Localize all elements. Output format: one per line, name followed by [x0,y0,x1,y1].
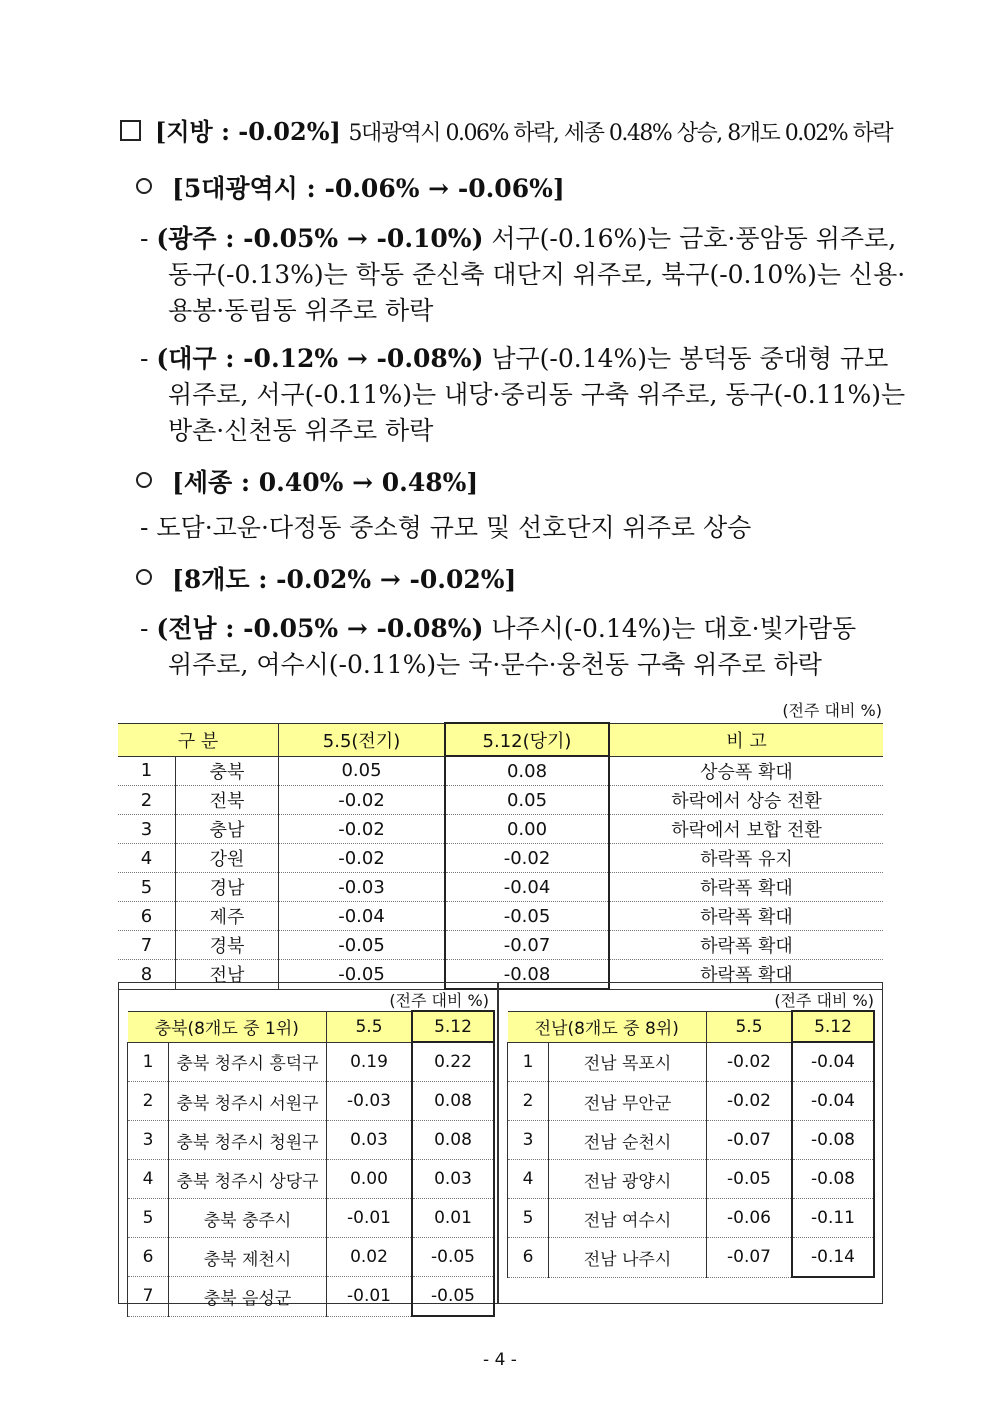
main-table-cell: -0.04 [445,873,609,902]
page-number: - 4 - [483,1350,517,1370]
chungbuk-table-cell: 5 [128,1199,169,1238]
jeonnam-table-row [508,1160,875,1199]
chungbuk-table-cell: 충북 충주시 [169,1199,327,1238]
main-table-row [118,873,883,902]
main-table-cell: -0.08 [445,960,609,990]
metro-title-text: [5대광역시 : -0.06% → -0.06%] [172,174,565,203]
checkbox-square-icon [120,120,141,141]
chungbuk-table-cell: 0.19 [327,1042,413,1082]
jeonnam-table-cell: -0.11 [792,1199,874,1238]
main-table-cell: 5 [118,873,176,902]
main-table-cell: 0.08 [445,756,609,786]
main-table-cell: -0.03 [279,873,446,902]
main-table-cell: -0.07 [445,931,609,960]
chungbuk-table-cell: 충북 음성군 [169,1277,327,1317]
main-table-row [118,931,883,960]
jeonnam-table-row [508,1199,875,1238]
main-table-cell: -0.02 [279,786,446,815]
chungbuk-table [127,1010,495,1317]
main-table-row [118,756,883,786]
jeonnam-table-cell: -0.14 [792,1238,874,1278]
jeonnam-table-row [508,1082,875,1121]
gwangju-line-3: 용봉·동림동 위주로 하락 [168,296,434,325]
col-header-prev: 5.5(전기) [279,723,446,756]
chungbuk-table-cell: 충북 청주시 서원구 [169,1082,327,1121]
main-table-cell: 3 [118,815,176,844]
main-table-cell: 7 [118,931,176,960]
chungbuk-table-cell: 1 [128,1042,169,1082]
chungbuk-panel [118,982,498,1309]
main-table-cell: 하락폭 확대 [609,873,883,902]
chungbuk-table-cell: 2 [128,1082,169,1121]
daegu-label: (대구 : -0.12% → -0.08%) [156,344,484,373]
main-table-cell: 상승폭 확대 [609,756,883,786]
chungbuk-table-cell: 4 [128,1160,169,1199]
main-table-cell: 0.05 [445,786,609,815]
jeonnam-table [507,1010,875,1278]
main-table-cell: -0.02 [279,844,446,873]
chungbuk-table-cell: 0.03 [327,1121,413,1160]
jeonnam-table-cell: -0.02 [707,1042,793,1082]
section-heading [120,114,892,152]
chungbuk-table-row [128,1121,495,1160]
main-table-cell: 강원 [176,844,279,873]
main-table-cell: 경남 [176,873,279,902]
jeonnam-table-cell: -0.08 [792,1160,874,1199]
main-table-cell: 전남 [176,960,279,990]
chungbuk-table-cell: 0.02 [327,1238,413,1277]
provinces-title [136,562,516,598]
circle-bullet-icon [136,472,152,488]
main-table-cell: 0.00 [445,815,609,844]
daegu-line-3: 방촌·신천동 위주로 하락 [168,416,434,445]
jeonnam-table-cell: 1 [508,1042,549,1082]
chungbuk-table-cell: 0.03 [412,1160,494,1199]
jeonnam-line-2: 위주로, 여수시(-0.11%)는 국·문수·웅천동 구축 위주로 하락 [168,650,822,679]
daegu-text-1: 남구(-0.14%)는 봉덕동 중대형 규모 [491,344,889,373]
jeonnam-table-row [508,1042,875,1082]
chungbuk-table-cell: 0.00 [327,1160,413,1199]
chungbuk-table-cell: 0.08 [412,1082,494,1121]
heading-label: [지방 : -0.02%] [155,117,341,146]
main-table-row [118,844,883,873]
sejong-title-text: [세종 : 0.40% → 0.48%] [172,468,479,497]
chungbuk-table-row [128,1238,495,1277]
jeonnam-table-cell: 4 [508,1160,549,1199]
chungbuk-table-row [128,1042,495,1082]
main-table-cell: -0.02 [445,844,609,873]
chungbuk-table-cell: 충북 청주시 흥덕구 [169,1042,327,1082]
main-table-cell: 하락폭 확대 [609,960,883,990]
jeonnam-table-cell: 전남 순천시 [549,1121,707,1160]
sejong-line-1: - 도담·고운·다정동 중소형 규모 및 선호단지 위주로 상승 [140,513,752,542]
jeonnam-table-cell: -0.07 [707,1238,793,1278]
jeonnam-label: (전남 : -0.05% → -0.08%) [156,614,484,643]
circle-bullet-icon [136,569,152,585]
left-header-curr: 5.12 [412,1011,494,1042]
metro-title [136,171,565,207]
jeonnam-table-cell: -0.06 [707,1199,793,1238]
jeonnam-table-cell: 2 [508,1082,549,1121]
daegu-line-1: - (대구 : -0.12% → -0.08%) 남구(-0.14%)는 봉덕동 중대형 규모 [140,344,889,373]
chungbuk-table-cell: -0.03 [327,1082,413,1121]
chungbuk-table-cell: 0.22 [412,1042,494,1082]
main-table-cell: 6 [118,902,176,931]
main-table-row [118,815,883,844]
col-header-category: 구 분 [118,723,279,756]
main-table-row [118,902,883,931]
jeonnam-table-cell: -0.05 [707,1160,793,1199]
heading-summary: 5대광역시 0.06% 하락, 세종 0.48% 상승, 8개도 0.02% 하락 [348,121,893,146]
jeonnam-table-cell: 3 [508,1121,549,1160]
main-table-cell: 1 [118,756,176,786]
main-table-unit: (전주 대비 %) [782,701,882,720]
left-table-unit: (전주 대비 %) [389,991,489,1010]
chungbuk-table-cell: 0.08 [412,1121,494,1160]
jeonnam-text-1: 나주시(-0.14%)는 대호·빛가람동 [491,614,857,643]
chungbuk-table-cell: 충북 청주시 상당구 [169,1160,327,1199]
chungbuk-table-row [128,1082,495,1121]
main-table-cell: -0.05 [279,960,446,990]
jeonnam-table-cell: 전남 무안군 [549,1082,707,1121]
jeonnam-table-cell: 5 [508,1199,549,1238]
left-header-region: 충북(8개도 중 1위) [128,1011,327,1042]
main-table-cell: 2 [118,786,176,815]
main-table-cell: 하락에서 상승 전환 [609,786,883,815]
jeonnam-table-cell: 전남 나주시 [549,1238,707,1278]
chungbuk-table-cell: -0.01 [327,1277,413,1317]
main-table-cell: 0.05 [279,756,446,786]
left-header-prev: 5.5 [327,1011,413,1042]
main-table-cell: 충북 [176,756,279,786]
jeonnam-table-row [508,1121,875,1160]
main-table-cell: 하락폭 유지 [609,844,883,873]
chungbuk-table-cell: 충북 제천시 [169,1238,327,1277]
sejong-text: 도담·고운·다정동 중소형 규모 및 선호단지 위주로 상승 [156,513,752,542]
main-table-cell: -0.05 [445,902,609,931]
jeonnam-table-cell: 전남 광양시 [549,1160,707,1199]
province-ranking-table [118,722,883,990]
jeonnam-table-cell: -0.04 [792,1042,874,1082]
daegu-line-2: 위주로, 서구(-0.11%)는 내당·중리동 구축 위주로, 동구(-0.11%)는 [168,380,906,409]
jeonnam-table-cell: 전남 여수시 [549,1199,707,1238]
col-header-note: 비 고 [609,723,883,756]
chungbuk-table-cell: 6 [128,1238,169,1277]
jeonnam-table-cell: -0.08 [792,1121,874,1160]
main-table-cell: 전북 [176,786,279,815]
sejong-title [136,465,478,501]
right-header-region: 전남(8개도 중 8위) [508,1011,707,1042]
chungbuk-table-cell: 7 [128,1277,169,1317]
chungbuk-table-cell: -0.01 [327,1199,413,1238]
circle-bullet-icon [136,178,152,194]
right-header-prev: 5.5 [707,1011,793,1042]
main-table-cell: 하락에서 보합 전환 [609,815,883,844]
main-table-row [118,786,883,815]
gwangju-line-2: 동구(-0.13%)는 학동 준신축 대단지 위주로, 북구(-0.10%)는 신용· [168,260,906,289]
main-table-cell: 충남 [176,815,279,844]
chungbuk-table-cell: -0.05 [412,1277,494,1317]
main-table-cell: 하락폭 확대 [609,902,883,931]
jeonnam-table-cell: 6 [508,1238,549,1278]
main-table-cell: 4 [118,844,176,873]
chungbuk-table-row [128,1160,495,1199]
right-table-unit: (전주 대비 %) [774,991,874,1010]
chungbuk-table-cell: 충북 청주시 청원구 [169,1121,327,1160]
jeonnam-table-cell: -0.07 [707,1121,793,1160]
jeonnam-panel [498,982,883,1304]
main-table-cell: 8 [118,960,176,990]
jeonnam-table-cell: -0.04 [792,1082,874,1121]
main-table-cell: 제주 [176,902,279,931]
main-table-cell: -0.04 [279,902,446,931]
col-header-curr: 5.12(당기) [445,723,609,756]
main-table-cell: -0.02 [279,815,446,844]
chungbuk-table-cell: 0.01 [412,1199,494,1238]
jeonnam-table-cell: 전남 목포시 [549,1042,707,1082]
jeonnam-table-row [508,1238,875,1278]
chungbuk-table-row [128,1199,495,1238]
main-table-cell: 하락폭 확대 [609,931,883,960]
jeonnam-table-cell: -0.02 [707,1082,793,1121]
chungbuk-table-row [128,1277,495,1317]
right-header-curr: 5.12 [792,1011,874,1042]
chungbuk-table-cell: -0.05 [412,1238,494,1277]
provinces-title-text: [8개도 : -0.02% → -0.02%] [172,565,517,594]
gwangju-line-1: - (광주 : -0.05% → -0.10%) 서구(-0.16%)는 금호·풍암동 위주로, [140,224,897,253]
gwangju-text-1: 서구(-0.16%)는 금호·풍암동 위주로, [491,224,897,253]
main-table-cell: -0.05 [279,931,446,960]
main-table-cell: 경북 [176,931,279,960]
gwangju-label: (광주 : -0.05% → -0.10%) [156,224,484,253]
chungbuk-table-cell: 3 [128,1121,169,1160]
jeonnam-line-1: - (전남 : -0.05% → -0.08%) 나주시(-0.14%)는 대호·빛가람동 [140,614,857,643]
